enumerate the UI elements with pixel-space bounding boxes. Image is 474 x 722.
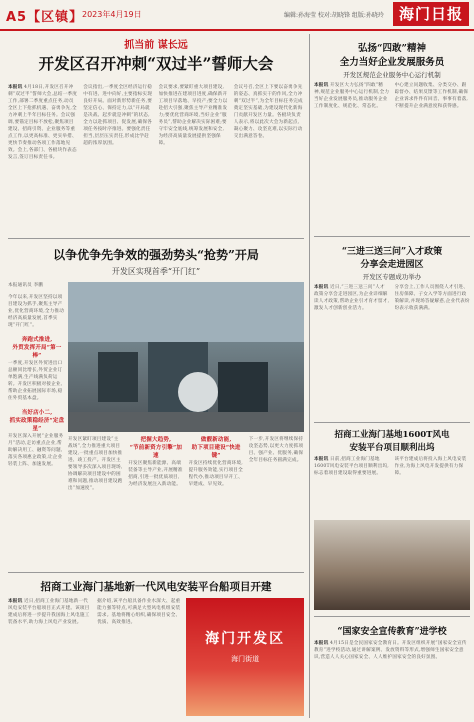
story2-headline: 以争优争先争效的强劲势头“抢势”开局 — [53, 248, 259, 262]
right3-col-2: 该平台建成后将投入海上风电安装作业,为海上风电开发提供有力保障。 — [394, 457, 467, 476]
story2-inter1b: 外贸发挥开局“第一棒” — [12, 345, 62, 359]
story1-headline: 开发区召开冲刺“双过半”誓师大会 — [38, 54, 274, 73]
banner-subtitle: 海门街道 — [231, 655, 260, 663]
story2-col-1: 开发区紧盯项目建设“主战场”,全力推进重大项目建设,一批重点项目加快推进、竣工投产。开发区主要领导多次深入项目现场,协调解决项目建设中的困难和问题,推动项目建设跑出“加速度”。 — [68, 437, 123, 491]
right-divider-2 — [314, 422, 470, 423]
story2-body — [68, 436, 304, 566]
story1-col-1: 本报讯 4月18日,开发区召开冲刺“双过半”誓师大会,总结一季度工作,部署二季度重点任务,动员全区上下抢抓机遇、奋勇争先,全力冲刺上半年目标任务。会议强调,要锚定目标不放松,聚焦项目建设、招商引资、企业服务等重点工作,以更高标准、更实举措、更快节奏推动各项工作落地见效。会上,各部门、各板块作表态发言,签订目标责任书。 — [8, 85, 78, 160]
right2-subheadline: 开发区专题成功举办 — [362, 273, 422, 281]
factory-illustration — [68, 282, 304, 432]
bottom-divider — [8, 572, 304, 573]
right4-body: 本报讯 4月15日是全民国家安全教育日。开发区组织开展“国家安全宣传教育”进学校活动,通过讲解案例、发放资料等形式,增强师生国家安全意识,营造人人关心国家安全、人人维护国家安全的良好氛围。 — [314, 641, 467, 660]
right2-body — [314, 284, 470, 418]
right1-headline: 弘扬“四敢”精神 — [358, 43, 426, 54]
right3-headline2: 安装平台项目顺利出坞 — [349, 443, 435, 453]
story2-inter3: 把握大趋势, — [140, 437, 172, 443]
right1-headline2: 全力当好企业发展服务员 — [339, 57, 445, 68]
right1-body — [314, 82, 470, 232]
right-divider-3 — [314, 616, 470, 617]
story2-col-3: 做靓新动能, 助下项目建设“快进键” 开发区持续优化营商环境,提升服务效能,实行项目全程代办,推动项目早开工、早建成、早见效。 — [188, 437, 243, 487]
story-divider — [8, 238, 304, 239]
story2-inter3b: “节前新资方引擎”加速 — [129, 445, 183, 459]
right2-headline: “三进三送三问”入才政策 — [341, 247, 443, 257]
story1-col-3: 会议要求,要紧盯重大项目建设,加快推进在建项目进度,确保新开工项目早落地、早投产;要全力以赴招大引强,聚焦主导产业精准发力;要优化营商环境,当好企业“服务员”,帮助企业解决实际困难;要守牢安全底线,统筹发展和安全,为经济高质量发展提供坚强保障。 — [158, 85, 228, 146]
story2-subheadline: 开发区实现首季“开门红” — [111, 267, 201, 276]
story1-col-4: 会议号召,全区上下要以奋勇争先的姿态、真抓实干的作风,全力冲刺“双过半”,为全年目标任务完成奠定坚实基础,为建设现代化新海门贡献开发区力量。各板块负责人表示,将以此次大会为新起点,凝心聚力、攻坚克难,以实际行动交出满意答卷。 — [233, 85, 303, 139]
bottom-headline: 招商工业海门基地新一代风电安装平台船项目开建 — [40, 581, 272, 593]
classroom-photo — [314, 520, 470, 610]
right3-body — [314, 456, 470, 516]
story2-col-2: 把握大趋势, “节前新资方引擎”加速 开发区聚焦新能源、高端装备等主导产业,开展精准招商,引进一批优质项目,为经济发展注入新动能。 — [128, 437, 183, 487]
section-label: A5【区镇】 — [6, 10, 84, 25]
story2-inter1: 奔跑式推进, — [21, 337, 53, 343]
right2-col-1: 本报讯 近日,“三进三送三问”人才政策分享会走进园区,为企业详细解读人才政策,帮助企业引才育才留才,激发人才创新创业活力。 — [314, 285, 390, 311]
right4-headline: “国家安全宣传教育”进学校 — [337, 627, 447, 637]
right2-col-2: 分享会上,工作人员围绕人才引进、住房保障、子女入学等方面进行政策解读,并现场答疑解惑,企业代表纷纷表示收获满满。 — [394, 285, 470, 311]
right1-subheadline: 开发区规范企业服务中心运行机制 — [343, 71, 441, 79]
story2-note: 本报通讯员 李鹏 — [8, 283, 44, 288]
header-divider — [0, 29, 474, 31]
story2-left-column: 今年以来,开发区坚持以项目建设为抓手,聚焦主导产业,优化营商环境,全力推动经济高质量发展,首季实现“开门红”。 奔跑式推进, 外贸发挥开局“第一棒” 一季度,开发区外贸进出口总额同比增长,外贸企业订单饱满,生产线满负荷运转。开发区积极对接企业,帮助企业拓展国际市场,稳住外贸基本盘。 当好店小二, 抓实政策稳经济“定盘星” 开发区深入开展“企业服务月”活动,走访重点企业,帮助解决用工、融资等问题,落实各项惠企政策,让企业轻装上阵、加速发展。 — [8, 295, 65, 467]
story2-inter4b: 助下项目建设“快进键” — [191, 445, 241, 459]
story1-col-2: 会议指出,一季度全区经济运行稳中有进、进中向好,主要指标实现良好开局。面对新形势新任务,要坚定信心、保持定力,以“开局就是决战、起步就是冲刺”的状态,全力以赴抓项目、促发展,确保各项任务按时序推进。要强化责任担当,层层压实责任,形成比学赶超的浓厚氛围。 — [83, 85, 153, 146]
banner-title: 海门开发区 — [205, 631, 286, 647]
newspaper-logo: 海门日报 — [393, 2, 469, 26]
right1-col-1: 本报讯 开发区大力弘扬“四敢”精神,规范企业服务中心运行机制,全力当好企业发展服务员,推动服务企业工作制度化、规范化、常态化。 — [314, 83, 390, 109]
bottom-banner — [186, 598, 304, 716]
bottom-body — [8, 598, 304, 716]
issue-date: 2023年4月19日 — [82, 10, 142, 19]
bottom-col-2: 据介绍,该平台船具备作业水深大、起重能力强等特点,可满足大型风电机组安装需求。基地将精心组织,确保项目安全、优质、高效推进。 — [97, 599, 181, 625]
right2-headline2: 分享会走进园区 — [360, 260, 424, 270]
story2-inter2: 当好店小二, — [21, 410, 53, 416]
story2-inter2b: 抓实政策稳经济“定盘星” — [9, 418, 65, 432]
story1-body — [8, 84, 304, 234]
story1-kicker: 抓当前 谋长远 — [124, 40, 188, 51]
right3-col-1: 本报讯 日前,招商工业海门基地1600T风电安装平台项目顺利出坞,标志着项目建设取得重要进展。 — [314, 457, 389, 476]
right3-headline: 招商工业海门基地1600T风电 — [334, 430, 450, 440]
column-separator — [309, 34, 310, 718]
right1-col-2: 中心建立问题收集、分类交办、跟踪督办、结果反馈等工作机制,确保企业诉求件件有回音、事事有着落,不断提升企业满意度和获得感。 — [394, 83, 469, 109]
editor-credits: 编辑:孙海莹 校对:胡晓锋 组版:孙晓玲 — [284, 12, 384, 19]
factory-photo — [68, 282, 304, 432]
story2-inter4: 做靓新动能, — [200, 437, 232, 443]
bottom-col-1: 本报讯 近日,招商工业海门基地新一代风电安装平台船项目正式开建。该项目建成后将进一步提升我国海上风电施工装备水平,助力海上风电产业发展。 — [8, 599, 90, 625]
story2-col-4: 下一步,开发区将继续保持攻坚态势,以更大力度抓项目、强产业、优服务,确保全年目标任务圆满完成。 — [248, 437, 304, 463]
right-divider-1 — [314, 236, 470, 237]
